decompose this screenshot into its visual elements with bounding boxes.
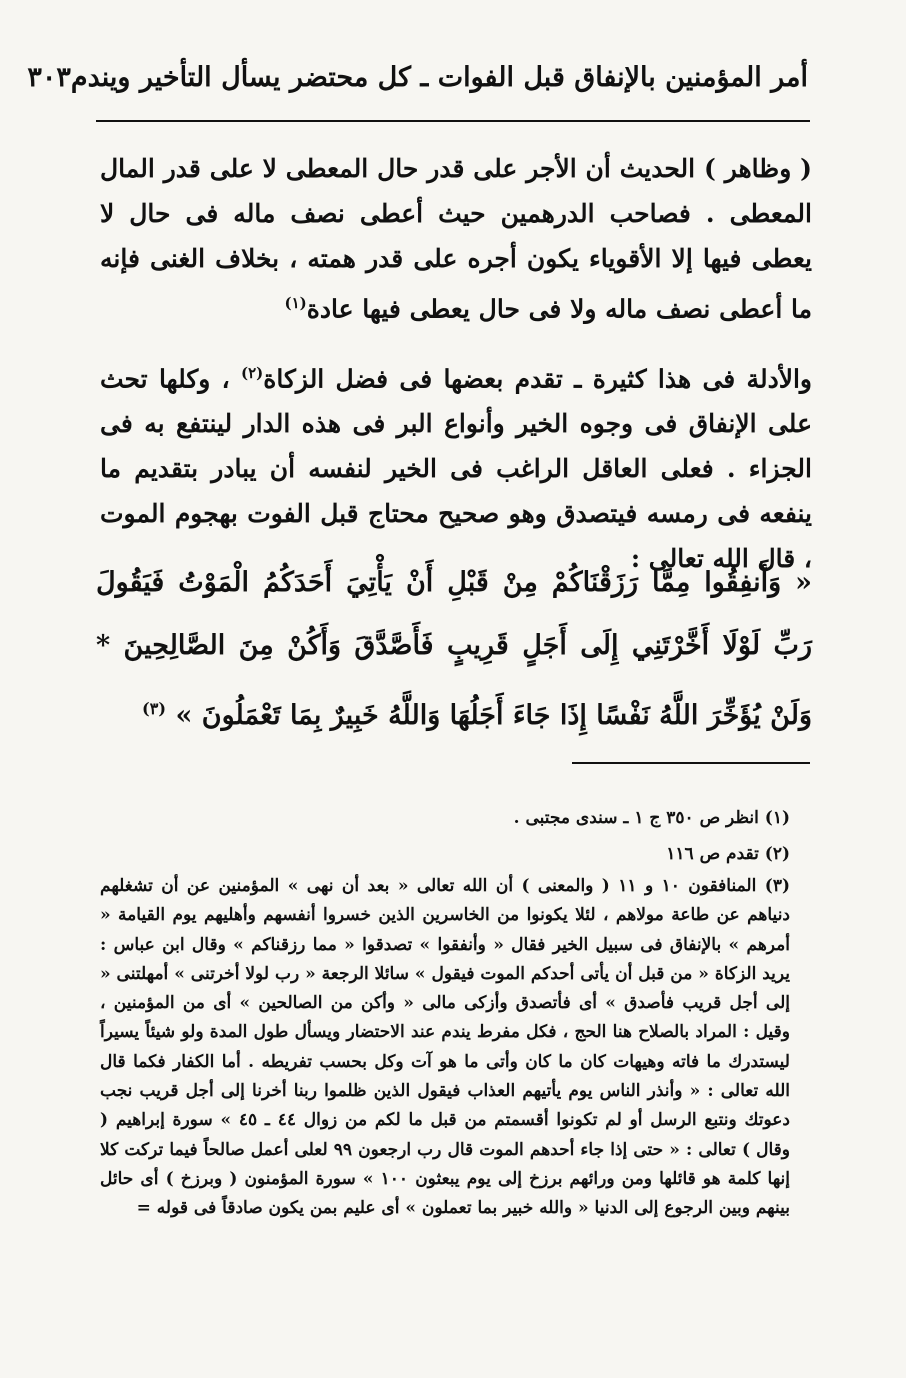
running-title: أمر المؤمنين بالإنفاق قبل الفوات ـ كل محتضر يسأل التأخير ويندم — [70, 62, 808, 93]
header-rule — [96, 120, 810, 122]
footnote-2 — [100, 836, 790, 872]
footnote-3 — [100, 872, 790, 1224]
quran-verse-text: « وَأَنفِقُوا مِمَّا رَزَقْنَاكُمْ مِنْ قَبْلِ أَنْ يَأْتِيَ أَحَدَكُمُ الْمَوْتُ فَيَقُولَ رَبِّ لَوْلَا أَخَّرْتَنِي إِلَى أَجَلٍ قَرِيبٍ فَأَصَّدَّقَ وَأَكُنْ مِنَ الصَّالِحِينَ * وَلَنْ يُؤَخِّرَ اللَّهُ نَفْسًا إِذَا جَاءَ أَجَلُهَا وَاللَّهُ خَبِيرٌ بِمَا تَعْمَلُونَ » — [96, 567, 812, 731]
page-header — [27, 62, 808, 93]
footnote-mark-3: (٣) — [142, 699, 167, 718]
footnote-1-mark: (١) — [764, 808, 790, 828]
footnotes — [100, 800, 790, 1224]
footnote-2-mark: (٢) — [764, 844, 790, 864]
footnote-3-mark: (٣) — [764, 876, 791, 896]
quran-verse — [96, 551, 812, 747]
footnote-2-text: تقدم ص ١١٦ — [666, 844, 759, 864]
paragraph-2-text-b: ، وكلها تحث على الإنفاق فى وجوه الخير وأنواع البر فى هذه الدار لينتفع به فى الجزاء . فعلى العاقل الراغب فى الخير لنفسه أن يبادر بتقديم ما ينفعه فى رمسه فيتصدق وهو صحيح محتاج قبل الفوت بهجوم الموت ، قال الله تعالى : — [100, 364, 812, 574]
footnote-1-text: انظر ص ٣٥٠ ج ١ ـ سندى مجتبى . — [513, 808, 759, 828]
paragraph-1-text: ( وظاهر ) الحديث أن الأجر على قدر حال المعطى لا على قدر المال المعطى . فصاحب الدرهمين حيث أعطى نصف ماله فى حال لا يعطى فيها إلا الأقوياء يكون أجره على قدر همته ، بخلاف الغنى فإنه ما أعطى نصف ماله ولا فى حال يعطى فيها عادة — [100, 154, 812, 324]
footnote-rule — [572, 762, 810, 764]
page-number: ٣٠٣ — [27, 62, 71, 93]
paragraph-1 — [100, 146, 812, 331]
footnote-3-text: المنافقون ١٠ و ١١ ( والمعنى ) أن الله تعالى « بعد أن نهى » المؤمنين عن أن تشغلهم دنياهم عن طاعة مولاهم ، لئلا يكونوا من الخاسرين الذين خسروا أنفسهم وأهليهم يوم القيامة « أمرهم » بالإنفاق فى سبيل الخير فقال « وأنفقوا » تصدقوا « مما رزقناكم » وقال ابن عباس : يريد الزكاة « من قبل أن يأتى أحدكم الموت فيقول » سائلا الرجعة « رب لولا أخرتنى » أمهلتنى « إلى أجل قريب فأصدق » أى فأتصدق وأزكى مالى « وأكن من الصالحين » أى من المؤمنين ، وقيل : المراد بالصلاح هنا الحج ، فكل مفرط يندم عند الاحتضار ويسأل طول المدة ولو شيئاً يسيراً ليستدرك ما فاته وهيهات كان ما كان وأتى ما هو آت وكل بحسب تفريطه . أما الكفار فكما قال الله تعالى : « وأنذر الناس يوم يأتيهم العذاب فيقول الذين ظلموا ربنا أخرنا إلى أجل قريب نجب دعوتك ونتبع الرسل أو لم تكونوا أقسمتم من قبل ما لكم من زوال ٤٤ ـ ٤٥ » سورة إبراهيم ( وقال ) تعالى : « حتى إذا جاء أحدهم الموت قال رب ارجعون ٩٩ لعلى أعمل صالحاً فيما تركت كلا إنها كلمة هو قائلها ومن ورائهم برزخ إلى يوم يبعثون ١٠٠ » سورة المؤمنون ( وبرزخ ) أى حائل بينهم وبين الرجوع إلى الدنيا « والله خبير بما تعملون » أى عليم بمن يكون صادقاً فى قوله = — [100, 876, 791, 1219]
footnote-mark-2: (٢) — [241, 364, 264, 382]
footnote-mark-1: (١) — [284, 294, 307, 312]
paragraph-2-text-a: والأدلة فى هذا كثيرة ـ تقدم بعضها فى فضل الزكاة — [263, 364, 812, 394]
footnote-1 — [100, 800, 790, 836]
paragraph-2 — [100, 351, 812, 581]
